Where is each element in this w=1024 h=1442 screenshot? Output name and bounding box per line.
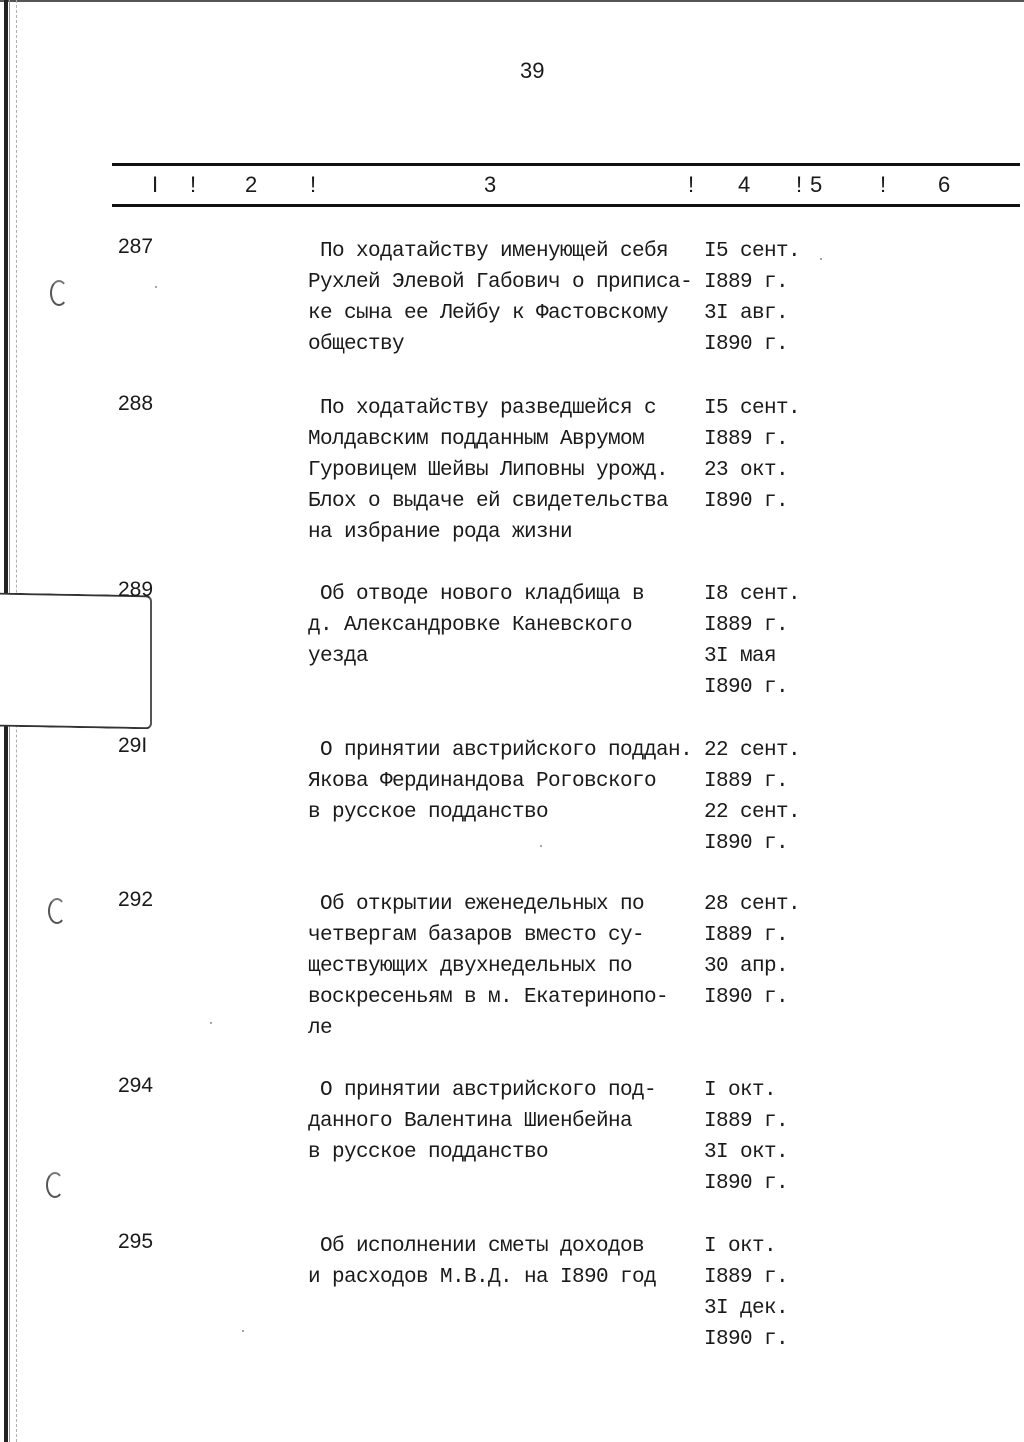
entry-dates: [704, 393, 800, 517]
date-line: I окт.: [704, 1079, 777, 1102]
column-header: 2: [245, 172, 258, 197]
description-line: Молдавским подданным Аврумом: [308, 428, 645, 451]
description-line: на избрание рода жизни: [308, 521, 573, 544]
entry-dates: [704, 236, 800, 360]
description-line: д. Александровке Каневского: [308, 614, 633, 637]
date-line: I889 г.: [704, 1110, 789, 1133]
description-line: Гуровицем Шейвы Липовны урожд.: [308, 459, 669, 482]
date-line: I890 г.: [704, 333, 789, 356]
column-header: 3: [484, 172, 497, 197]
date-line: 23 окт.: [704, 459, 789, 482]
entry-number: 292: [118, 888, 154, 911]
entry-number: 29I: [118, 734, 148, 757]
date-line: I889 г.: [704, 770, 789, 793]
entry-description: [308, 393, 668, 548]
header-rule-bottom: [112, 204, 1020, 207]
description-line: Рухлей Элевой Габович о приписа-: [308, 271, 693, 294]
punch-hole-icon: [50, 280, 68, 306]
date-line: I5 сент.: [704, 240, 801, 263]
column-header: 6: [938, 172, 951, 197]
description-line: По ходатайству разведшейся с: [308, 397, 657, 420]
date-line: 28 сент.: [704, 893, 801, 916]
date-line: I890 г.: [704, 1172, 789, 1195]
date-line: I889 г.: [704, 614, 789, 637]
description-line: Об отводе нового кладбища в: [308, 583, 645, 606]
entry-dates: [704, 889, 800, 1013]
entry-number: 295: [118, 1230, 154, 1253]
description-line: и расходов М.В.Д. на I890 год: [308, 1266, 657, 1289]
description-line: четвергам базаров вместо су-: [308, 924, 645, 947]
entry-number: 287: [118, 235, 154, 258]
description-line: Блох о выдаче ей свидетельства: [308, 490, 669, 513]
description-line: Об исполнении сметы доходов: [308, 1235, 645, 1258]
column-separator: !: [310, 172, 317, 197]
date-line: I8 сент.: [704, 583, 801, 606]
scan-speck: [242, 1330, 244, 1332]
entry-description: [308, 1075, 656, 1168]
scan-speck: [820, 258, 822, 260]
date-line: 3I авг.: [704, 302, 789, 325]
entry-description: [308, 236, 692, 360]
description-line: ле: [308, 1017, 333, 1040]
description-line: в русское подданство: [308, 801, 549, 824]
date-line: I889 г.: [704, 271, 789, 294]
scan-speck: [155, 286, 157, 288]
column-separator: !: [190, 172, 197, 197]
entry-dates: [704, 735, 800, 859]
date-line: I890 г.: [704, 986, 789, 1009]
date-line: 22 сент.: [704, 801, 801, 824]
date-line: I890 г.: [704, 676, 789, 699]
description-line: ке сына ее Лейбу к Фастовскому: [308, 302, 669, 325]
date-line: I890 г.: [704, 1328, 789, 1351]
description-line: О принятии австрийского под-: [308, 1079, 657, 1102]
date-line: 3I окт.: [704, 1141, 789, 1164]
date-line: I889 г.: [704, 1266, 789, 1289]
entry-description: [308, 735, 692, 828]
entry-dates: [704, 1075, 788, 1199]
description-line: уезда: [308, 645, 369, 668]
date-line: I окт.: [704, 1235, 777, 1258]
column-header: 5: [810, 172, 823, 197]
entry-description: [308, 1231, 656, 1293]
description-line: воскресеньям в м. Екатеринопо-: [308, 986, 669, 1009]
entry-dates: [704, 1231, 788, 1355]
description-line: обществу: [308, 333, 405, 356]
description-line: ществующих двухнедельных по: [308, 955, 633, 978]
description-line: Якова Фердинандова Роговского: [308, 770, 657, 793]
column-header: 4: [738, 172, 751, 197]
description-line: По ходатайству именующей себя: [308, 240, 669, 263]
page-number: 39: [520, 58, 545, 83]
entry-number: 289: [118, 578, 154, 601]
date-line: 3I мая: [704, 645, 777, 668]
date-line: I890 г.: [704, 490, 789, 513]
column-header: I: [152, 172, 159, 197]
entry-number: 294: [118, 1074, 154, 1097]
date-line: I890 г.: [704, 832, 789, 855]
description-line: Об открытии еженедельных по: [308, 893, 645, 916]
date-line: I5 сент.: [704, 397, 801, 420]
header-rule-top: [112, 163, 1020, 166]
entry-number: 288: [118, 392, 154, 415]
date-line: I889 г.: [704, 924, 789, 947]
punch-hole-icon: [46, 1172, 64, 1198]
entry-dates: [704, 579, 800, 703]
scan-speck: [540, 845, 542, 847]
column-separator: !: [880, 172, 887, 197]
date-line: 3I дек.: [704, 1297, 789, 1320]
description-line: данного Валентина Шиенбейна: [308, 1110, 633, 1133]
punch-hole-icon: [48, 898, 66, 924]
date-line: I889 г.: [704, 428, 789, 451]
paper-tab-insert: [0, 593, 152, 730]
column-separator: !: [796, 172, 803, 197]
entry-description: [308, 889, 668, 1044]
date-line: 30 апр.: [704, 955, 789, 978]
page-top-edge: [0, 0, 1024, 2]
column-separator: !: [688, 172, 695, 197]
description-line: О принятии австрийского поддан.: [308, 739, 693, 762]
date-line: 22 сент.: [704, 739, 801, 762]
entry-description: [308, 579, 644, 672]
scan-speck: [210, 1022, 212, 1024]
description-line: в русское подданство: [308, 1141, 549, 1164]
